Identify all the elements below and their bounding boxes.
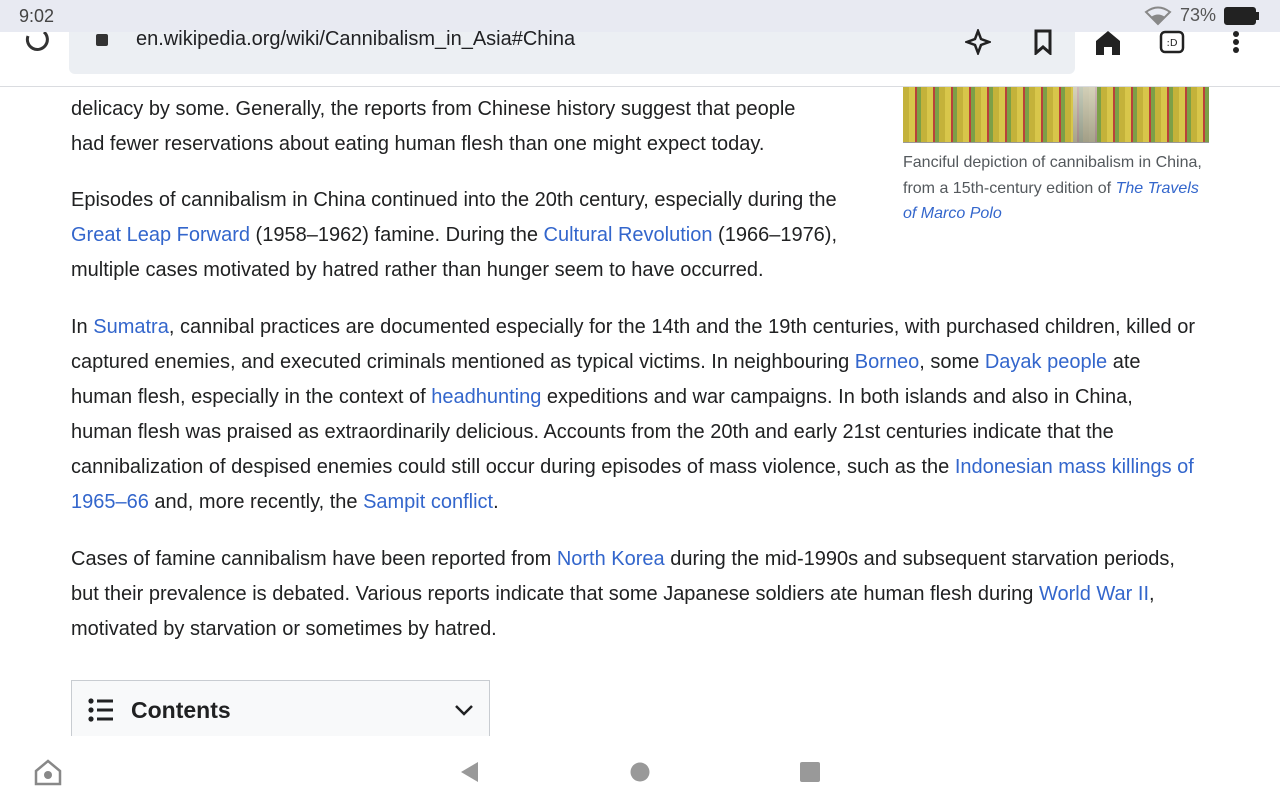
p4-text: , motivated by starvation or sometimes by hatred. [71,583,1155,640]
tab-switcher-icon[interactable] [1156,26,1188,58]
assistant-home-icon[interactable] [32,756,64,788]
home-icon[interactable] [1092,26,1124,58]
p2-text: (1966–1976), multiple cases motivated by hatred rather than hunger seem to have occurred. [71,224,838,281]
chevron-down-icon[interactable] [453,699,475,721]
p3-text: , cannibal practices are documented especially for the 14th and the 19th centuries, with purchased children, killed or captured enemies, and executed criminals mentioned as typical victims. In neighbouring [71,316,1195,373]
caption-text: Fanciful depiction of cannibalism in China, from a 15th-century edition of [903,154,1202,197]
link-sumatra[interactable]: Sumatra [93,316,169,338]
link-great-leap-forward[interactable]: Great Leap Forward [71,224,250,246]
link-borneo[interactable]: Borneo [854,351,920,373]
wifi-icon [1144,6,1172,26]
article-body [71,87,1211,647]
status-icons [1144,5,1256,26]
more-menu-icon[interactable] [1220,26,1252,58]
reload-icon[interactable] [22,32,52,62]
paragraph-3 [71,310,1196,520]
battery-percent: 73% [1179,5,1216,25]
p1-line1: delicacy by some. Generally, the reports from Chinese history suggest that people [71,98,796,120]
link-headhunting[interactable]: headhunting [431,386,542,408]
caption-link-marco-polo[interactable]: The Travels of Marco Polo [903,179,1199,222]
link-cultural-revolution[interactable]: Cultural Revolution [543,224,713,246]
link-sampit-conflict[interactable]: Sampit conflict [363,491,494,513]
paragraph-1 [71,92,871,162]
system-nav-bar [0,736,1280,800]
paragraph-4 [71,542,1191,647]
contents-title: Contents [131,697,231,723]
status-time: 9:02 [19,6,55,26]
lock-icon [96,34,108,46]
back-icon[interactable] [453,756,485,788]
link-world-war-ii[interactable]: World War II [1038,583,1149,605]
p4-text: during the mid-1990s and subsequent starvation periods, but their prevalence is debated. Various reports indicate that some Japanese soldiers ate human flesh during [71,548,1175,605]
p2-text: Episodes of cannibalism in China continued into the 20th century, especially during the [71,189,837,211]
p3-text: ate human flesh, especially in the context of [71,351,1141,408]
p3-text: . [493,491,499,513]
p3-text: In [71,316,94,338]
battery-icon [1224,7,1256,25]
url-text[interactable]: en.wikipedia.org/wiki/Cannibalism_in_Asia#China [136,28,576,50]
p3-text: , some [919,351,985,373]
p1-line2: had fewer reservations about eating human flesh than one might expect today. [71,133,765,155]
svg-text::D: :D [1166,38,1178,49]
contents-toggle[interactable] [71,680,490,741]
p3-text: and, more recently, the [148,491,364,513]
recents-icon[interactable] [794,756,826,788]
bookmark-icon[interactable] [1027,26,1059,58]
paragraph-2 [71,183,883,288]
browser-toolbar [0,28,1280,87]
address-bar[interactable] [69,28,1075,74]
link-indonesian-mass-killings[interactable]: Indonesian mass killings of 1965–66 [71,456,1194,513]
link-north-korea[interactable]: North Korea [556,548,665,570]
p2-text: (1958–1962) famine. During the [249,224,544,246]
sparkle-icon[interactable] [962,26,994,58]
p3-text: expeditions and war campaigns. In both islands and also in China, human flesh was praised as extraordinarily delicious. Accounts from the 20th and early 21st centuries indicate that the cannibalization of despised enemies could still occur during episodes of mass violence, such as the [71,386,1133,478]
p4-text: Cases of famine cannibalism have been reported from [71,548,557,570]
list-icon [88,697,114,723]
home-nav-icon[interactable] [624,756,656,788]
link-dayak-people[interactable]: Dayak people [984,351,1108,373]
